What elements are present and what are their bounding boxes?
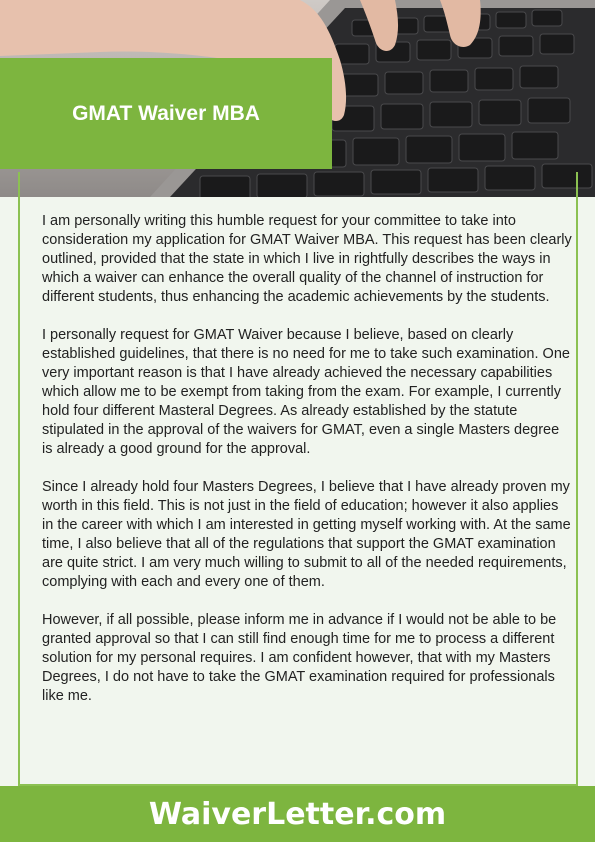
letter-paragraph-1: I am personally writing this humble request for your committee to take into consideration my application for GMAT Waiver MBA. This request has been clearly outlined, provided that the state in which I live in rightfully describes the ways in which a waiver can enhance the overall quality of the channel of instruction for different students, thus enhancing the academic achievements by the students. [42, 213, 572, 305]
footer-brand: WaiverLetter.com [148, 796, 447, 832]
title-banner [0, 58, 332, 169]
page-title: GMAT Waiver MBA [72, 101, 260, 125]
letter-paragraph-3: Since I already hold four Masters Degrees, I believe that I have already proven my worth in this field. This is not just in the field of education; however it also applies in the career with which I am interested in getting myself working with. At the same time, I also believe that all of the regulations that support the GMAT examination are quite strict. I am very much willing to submit to all of the needed requirements, complying with each and every one of them. [42, 479, 571, 590]
letter-paragraph-4: However, if all possible, please inform me in advance if I would not be able to be granted approval so that I can still find enough time for me to process a different solution for my personal requires. I am confident however, that with my Masters Degrees, I do not have to take the GMAT examination required for professionals like me. [42, 612, 557, 704]
letter-paragraph-2: I personally request for GMAT Waiver because I believe, based on clearly established guidelines, that there is no need for me to take such examination. One very important reason is that I have already achieved the necessary capabilities which allow me to be exempt from taking from the exam. For example, I currently hold four different Masteral Degrees. As already established by the statute stipulated in the approval of the waivers for GMAT, even a single Masters degree is already a good ground for the approval. [42, 327, 570, 457]
letter-body [42, 212, 572, 725]
footer-banner [0, 786, 595, 842]
